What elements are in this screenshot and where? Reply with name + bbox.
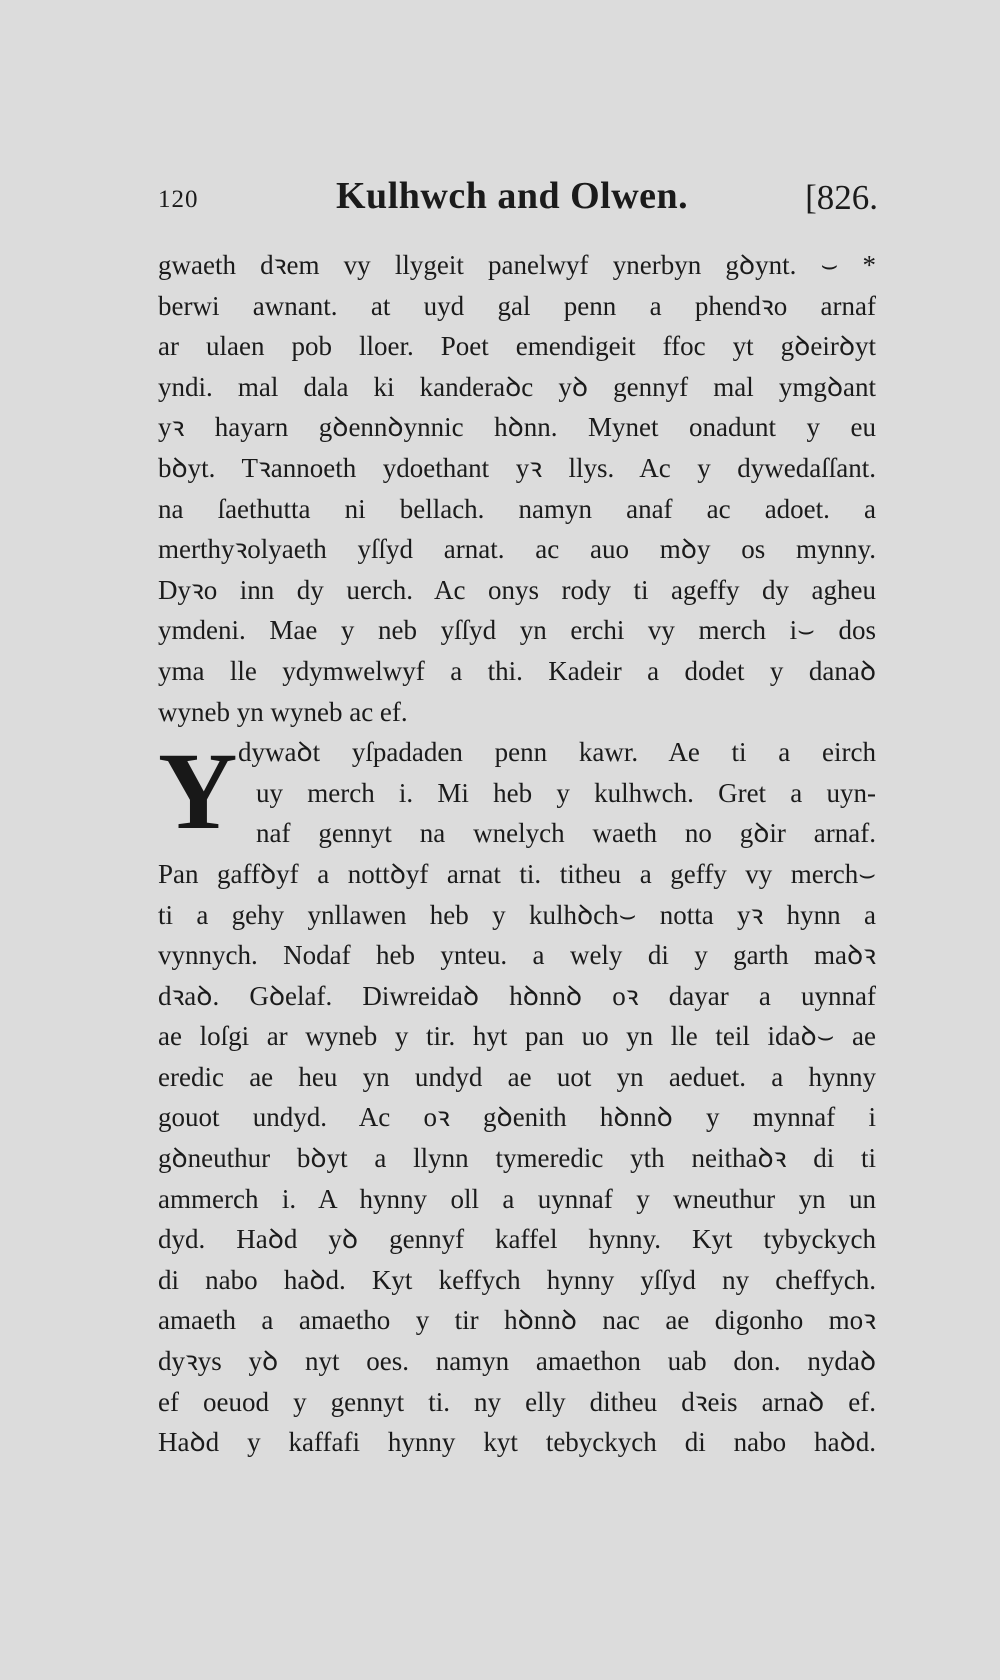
text-line: ae loſgi ar wyneb y tir. hyt pan uo yn lle teil idaꝺ⌣ ae xyxy=(158,1021,876,1052)
text-line: Pan gaffꝺyf a nottꝺyf arnat ti. titheu a geffy vy merch⌣ xyxy=(158,858,876,889)
text-line: dywaꝺt yſpadaden penn kawr. Ae ti a eirch xyxy=(238,737,876,768)
text-line: gwaeth dꝛem vy llygeit panelwyf ynerbyn gꝺynt. ⌣ * xyxy=(158,250,876,280)
text-line: na ſaethutta ni bellach. namyn anaf ac adoet. a xyxy=(158,493,876,524)
body-text xyxy=(158,245,876,1463)
text-line: ammerch i. A hynny oll a uynnaf y wneuthur yn un xyxy=(158,1183,876,1214)
text-line: wyneb yn wyneb ac ef. xyxy=(158,696,408,727)
text-line: Haꝺd y kaffafi hynny kyt tebyckych di nabo haꝺd. xyxy=(158,1427,876,1458)
page-number: 120 xyxy=(158,186,199,213)
text-line: gꝺneuthur bꝺyt a llynn tymeredic yth neithaꝺꝛ di ti xyxy=(158,1143,876,1174)
text-line: dꝛaꝺ. Gꝺelaf. Diwreidaꝺ hꝺnnꝺ oꝛ dayar a uynnaf xyxy=(158,980,876,1011)
text-line: merthyꝛolyaeth yſſyd arnat. ac auo mꝺy os mynny. xyxy=(158,534,876,565)
text-line: ti a gehy ynllawen heb y kulhꝺch⌣ notta yꝛ hynn a xyxy=(158,899,876,930)
text-line: bꝺyt. Tꝛannoeth ydoethant yꝛ llys. Ac y dywedaſſant. xyxy=(158,452,876,483)
text-line: yꝛ hayarn gꝺennꝺynnic hꝺnn. Mynet onadunt y eu xyxy=(158,412,876,443)
running-title: Kulhwch and Olwen. xyxy=(336,175,689,217)
text-line: dyꝛys yꝺ nyt oes. namyn amaethon uab don. nydaꝺ xyxy=(158,1346,876,1377)
text-line: berwi awnant. at uyd gal penn a phendꝛo arnaf xyxy=(158,290,876,321)
text-line: di nabo haꝺd. Kyt keffych hynny yſſyd ny cheffych. xyxy=(158,1264,876,1295)
text-line: eredic ae heu yn undyd ae uot yn aeduet. a hynny xyxy=(158,1061,876,1092)
running-head xyxy=(158,168,878,232)
drop-cap-initial: Y xyxy=(158,730,238,853)
text-line: dyd. Haꝺd yꝺ gennyf kaffel hynny. Kyt tybyckych xyxy=(158,1224,876,1255)
text-line: vynnych. Nodaf heb ynteu. a wely di y garth maꝺꝛ xyxy=(158,940,876,971)
text-line: Dyꝛo inn dy uerch. Ac onys rody ti ageffy dy agheu xyxy=(158,574,876,605)
text-line: uy merch i. Mi heb y kulhwch. Gret a uyn- xyxy=(256,777,876,808)
text-line: gouot undyd. Ac oꝛ gꝺenith hꝺnnꝺ y mynnaf i xyxy=(158,1102,876,1133)
text-line: amaeth a amaetho y tir hꝺnnꝺ nac ae digonho moꝛ xyxy=(158,1305,876,1336)
text-line: yma lle ydymwelwyf a thi. Kadeir a dodet y danaꝺ xyxy=(158,655,876,686)
text-line: ef oeuod y gennyt ti. ny elly ditheu dꝛeis arnaꝺ ef. xyxy=(158,1386,876,1417)
text-line: yndi. mal dala ki kanderaꝺc yꝺ gennyf mal ymgꝺant xyxy=(158,371,876,402)
text-line: ar ulaen pob lloer. Poet emendigeit ffoc yt gꝺeirꝺyt xyxy=(158,331,876,362)
text-line: naf gennyt na wnelych waeth no gꝺir arnaf. xyxy=(256,818,876,849)
text-line: ymdeni. Mae y neb yſſyd yn erchi vy merch i⌣ dos xyxy=(158,615,876,646)
section-number: [826. xyxy=(805,178,878,217)
